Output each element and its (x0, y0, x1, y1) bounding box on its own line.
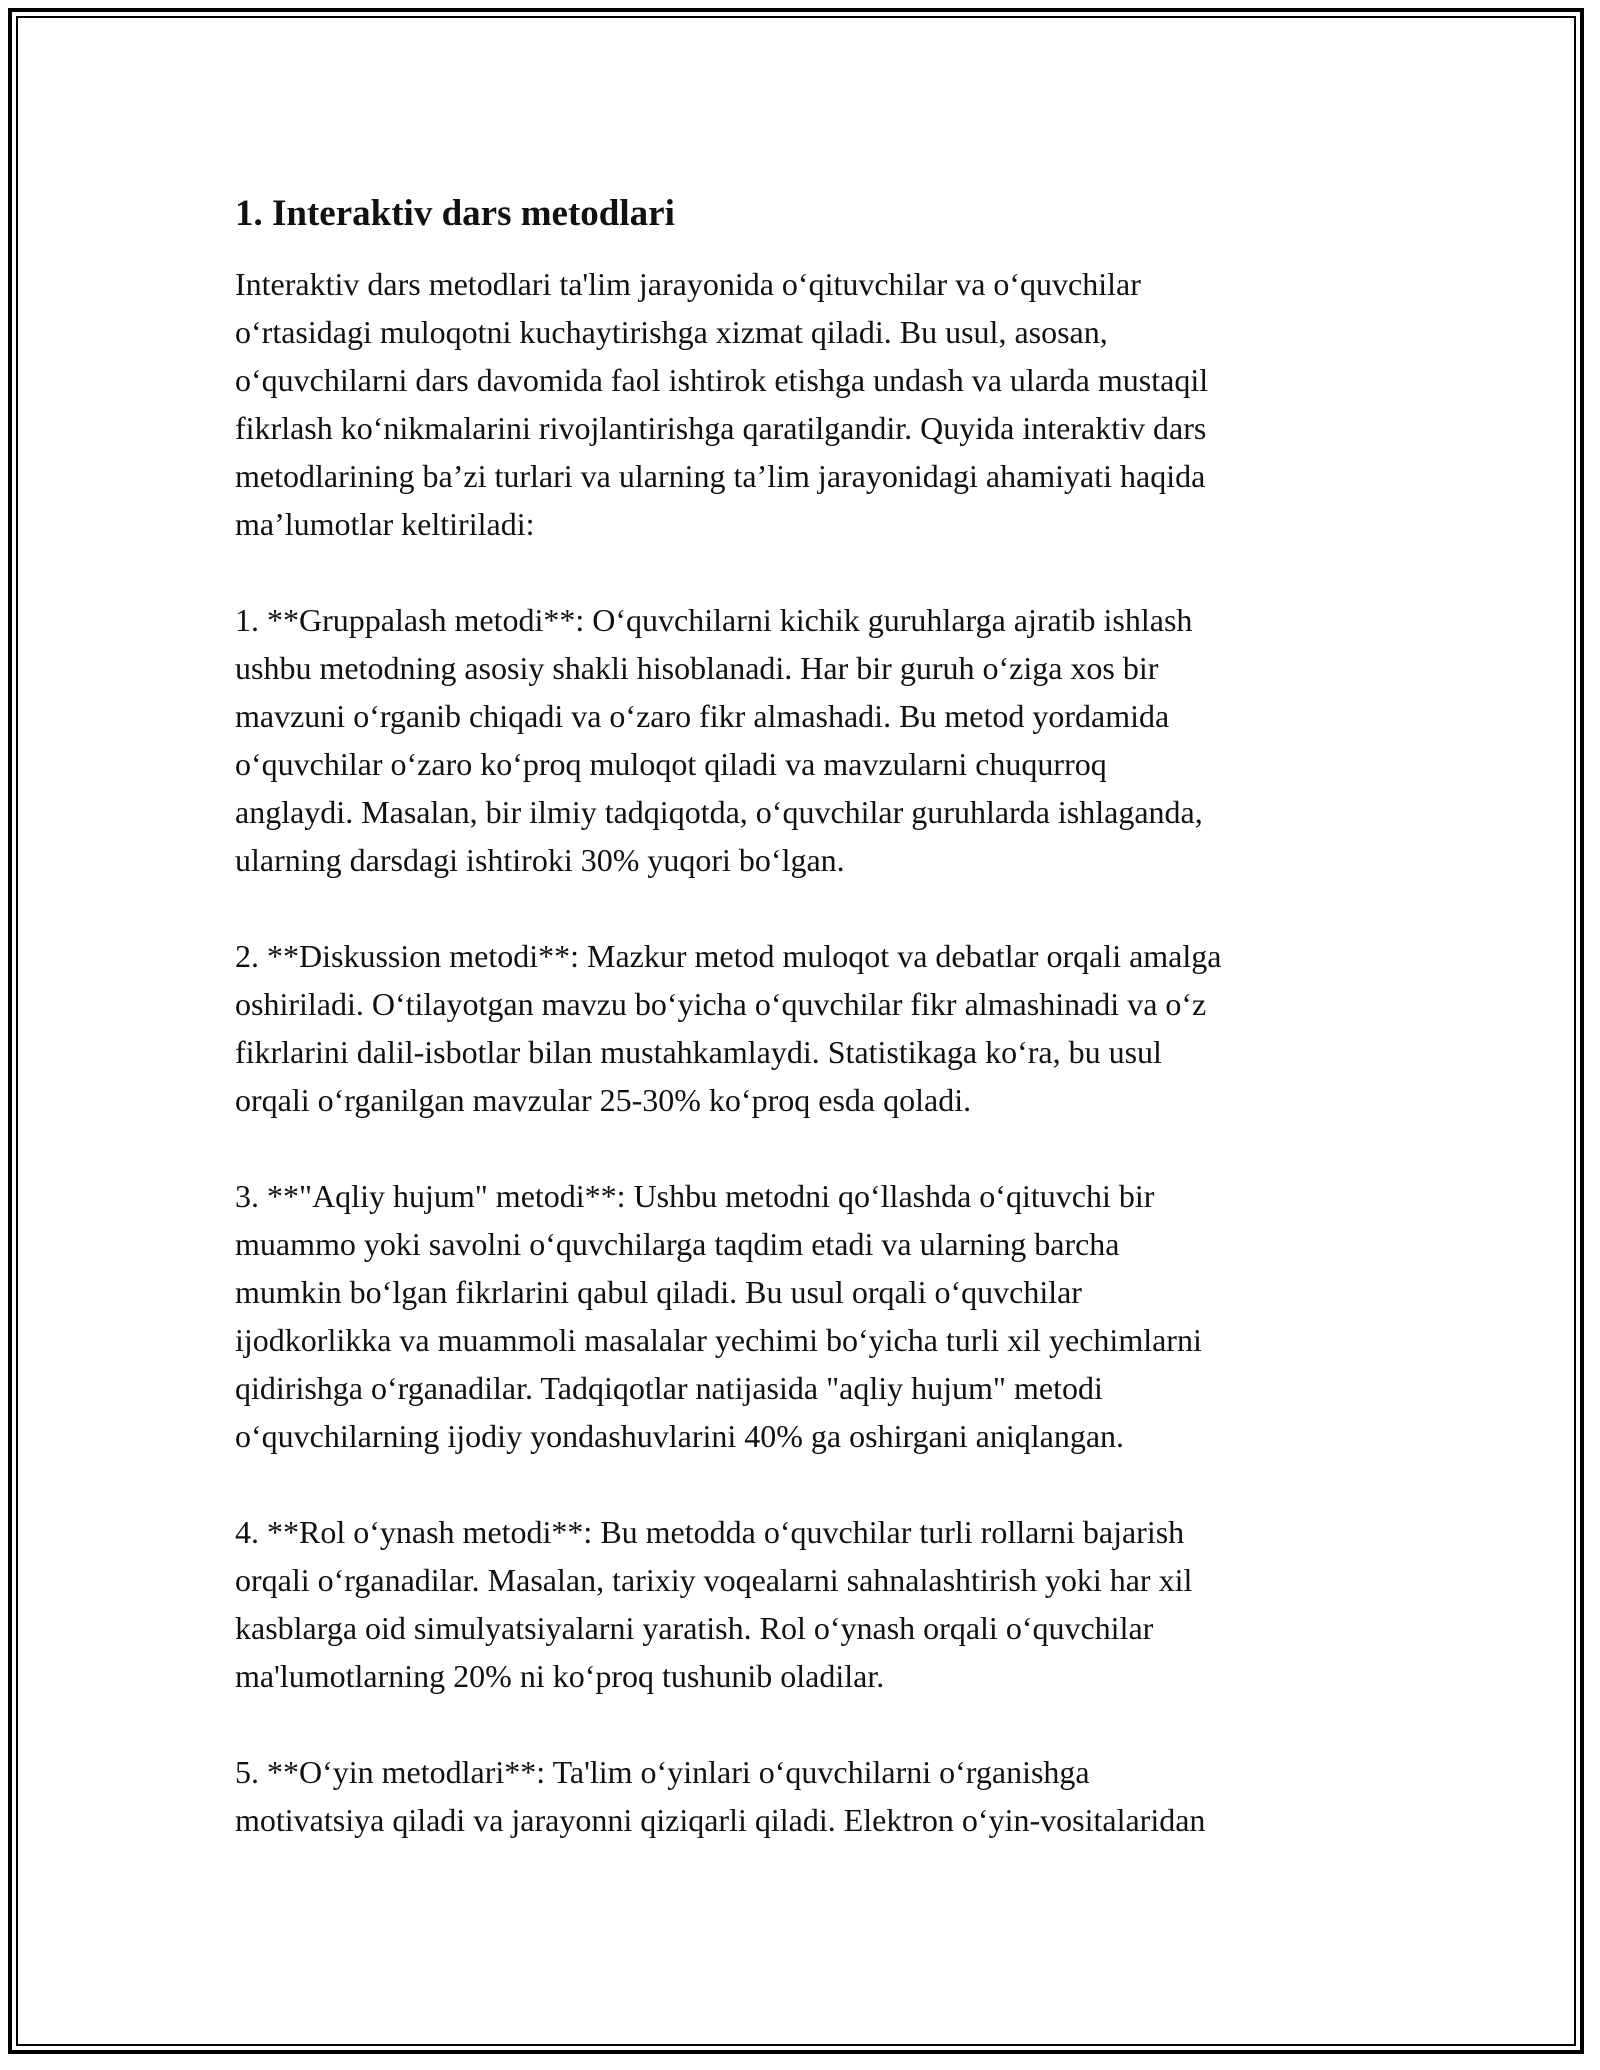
text-line: Interaktiv dars metodlari ta'lim jarayonida o‘qituvchilar va o‘quvchilar (235, 266, 1141, 302)
text-line: ijodkorlikka va muammoli masalalar yechimi bo‘yicha turli xil yechimlarni (235, 1322, 1202, 1358)
text-line: muammo yoki savolni o‘quvchilarga taqdim etadi va ularning barcha (235, 1226, 1120, 1262)
text-line: fikrlash ko‘nikmalarini rivojlantirishga qaratilgandir. Quyida interaktiv dars (235, 410, 1207, 446)
text-line: ma'lumotlarning 20% ni ko‘proq tushunib oladilar. (235, 1658, 885, 1694)
text-line: mavzuni o‘rganib chiqadi va o‘zaro fikr almashadi. Bu metod yordamida (235, 698, 1170, 734)
text-line: anglaydi. Masalan, bir ilmiy tadqiqotda, o‘quvchilar guruhlarda ishlaganda, (235, 794, 1203, 830)
document-body (235, 188, 1375, 1892)
text-line: oshiriladi. O‘tilayotgan mavzu bo‘yicha o‘quvchilar fikr almashinadi va o‘z (235, 986, 1207, 1022)
paragraph-gruppalash-metodi (235, 596, 1375, 884)
text-line: 3. **"Aqliy hujum" metodi**: Ushbu metodni qo‘llashda o‘qituvchi bir (235, 1178, 1155, 1214)
paragraph-oyin-metodlari (235, 1748, 1375, 1844)
text-line: ushbu metodning asosiy shakli hisoblanadi. Har bir guruh o‘ziga xos bir (235, 650, 1159, 686)
text-line: orqali o‘rganilgan mavzular 25-30% ko‘proq esda qoladi. (235, 1082, 972, 1118)
text-line: 1. **Gruppalash metodi**: O‘quvchilarni kichik guruhlarga ajratib ishlash (235, 602, 1193, 638)
text-line: o‘quvchilarning ijodiy yondashuvlarini 40% ga oshirgani aniqlangan. (235, 1418, 1125, 1454)
text-line: 5. **O‘yin metodlari**: Ta'lim o‘yinlari o‘quvchilarni o‘rganishga (235, 1754, 1090, 1790)
paragraph-rol-oynash-metodi (235, 1508, 1375, 1700)
text-line: motivatsiya qiladi va jarayonni qiziqarli qiladi. Elektron o‘yin-vositalaridan (235, 1802, 1206, 1838)
paragraph-aqliy-hujum-metodi (235, 1172, 1375, 1460)
text-line: o‘rtasidagi muloqotni kuchaytirishga xizmat qiladi. Bu usul, asosan, (235, 314, 1108, 350)
text-line: fikrlarini dalil-isbotlar bilan mustahkamlaydi. Statistikaga ko‘ra, bu usul (235, 1034, 1162, 1070)
text-line: kasblarga oid simulyatsiyalarni yaratish. Rol o‘ynash orqali o‘quvchilar (235, 1610, 1154, 1646)
text-line: ularning darsdagi ishtiroki 30% yuqori bo‘lgan. (235, 842, 845, 878)
text-line: mumkin bo‘lgan fikrlarini qabul qiladi. Bu usul orqali o‘quvchilar (235, 1274, 1082, 1310)
text-line: ma’lumotlar keltiriladi: (235, 506, 535, 542)
text-line: o‘quvchilar o‘zaro ko‘proq muloqot qiladi va mavzularni chuqurroq (235, 746, 1107, 782)
paragraph-diskussion-metodi (235, 932, 1375, 1124)
text-line: 4. **Rol o‘ynash metodi**: Bu metodda o‘quvchilar turli rollarni bajarish (235, 1514, 1185, 1550)
text-line: metodlarining ba’zi turlari va ularning ta’lim jarayonidagi ahamiyati haqida (235, 458, 1206, 494)
text-line: qidirishga o‘rganadilar. Tadqiqotlar natijasida "aqliy hujum" metodi (235, 1370, 1103, 1406)
text-line: 2. **Diskussion metodi**: Mazkur metod muloqot va debatlar orqali amalga (235, 938, 1222, 974)
text-line: orqali o‘rganadilar. Masalan, tarixiy voqealarni sahnalashtirish yoki har xil (235, 1562, 1193, 1598)
text-line: o‘quvchilarni dars davomida faol ishtirok etishga undash va ularda mustaqil (235, 362, 1209, 398)
paragraph-intro (235, 260, 1375, 548)
document-title: 1. Interaktiv dars metodlari (235, 193, 675, 234)
